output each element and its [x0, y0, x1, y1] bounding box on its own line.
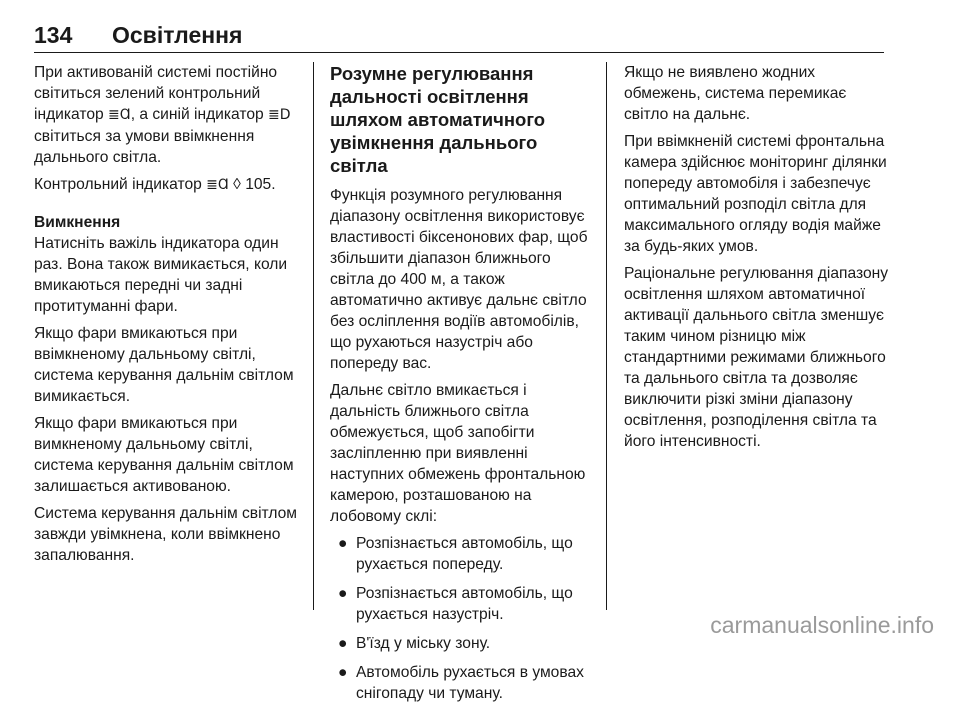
paragraph: Якщо фари вмикаються при вимкненому дальньому світлі, система керування дальнім світлом залишається активованою. [34, 415, 294, 495]
list-item [330, 583, 596, 625]
page-reference-arrow-icon: ◊ [233, 176, 241, 193]
text: , а синій індикатор [130, 106, 269, 123]
high-beam-indicator-icon: ≣D [268, 107, 291, 123]
bullet-icon: ● [338, 635, 348, 652]
paragraph: При ввімкненій системі фронтальна камера здійснює моніторинг ділянки попереду автомобіля і забезпечує оптимальний розподіл світла для максимального огляду водія майже за будь-яких умов. [624, 133, 887, 255]
paragraph: Функція розумного регулювання діапазону освітлення використовує властивості біксенонових фар, щоб збільшити діапазон ближнього світла до 400 м, а також автоматично активує дальнє світло без осліплення водіїв автомобілів, що рухаються назустріч або попереду вас. [330, 187, 588, 372]
list-item [330, 633, 596, 654]
paragraph [34, 62, 300, 168]
paragraph: Натисніть важіль індикатора один раз. Вона також вимикається, коли вмикаються передні чи задні протитуманні фари. [34, 235, 288, 315]
page-reference: 105. [240, 176, 276, 193]
high-beam-assist-indicator-icon: ≣Ɑ [206, 177, 229, 193]
text: світиться за умови ввімкнення дальнього світла. [34, 128, 255, 166]
list-item [330, 662, 596, 704]
paragraph: Раціональне регулювання діапазону освітлення шляхом автоматичної активації дальнього світла зменшує таким чином різницю між стандартними режимами ближнього та дальнього світла та дозволяє виключити різкі зміни діапазону освітлення, розподілення світла та його інтенсивності. [624, 265, 889, 450]
paragraph: Якщо не виявлено жодних обмежень, система перемикає світло на дальнє. [624, 64, 847, 123]
column-2 [330, 62, 596, 712]
list-item [330, 533, 596, 575]
page-number: 134 [34, 22, 73, 48]
list-item-text: Розпізнається автомобіль, що рухається назустріч. [356, 585, 573, 623]
paragraph: Якщо фари вмикаються при ввімкненому дальньому світлі, система керування дальнім світлом вимикається. [34, 325, 294, 405]
column-1 [34, 62, 300, 572]
text: При активованій системі постійно світиться зелений контрольний індикатор [34, 64, 278, 123]
page-header [34, 22, 884, 53]
condition-list [330, 533, 596, 704]
paragraph [34, 174, 300, 196]
bullet-icon: ● [338, 585, 348, 602]
text: Контрольний індикатор [34, 176, 207, 193]
high-beam-assist-indicator-icon: ≣Ɑ [108, 107, 131, 123]
paragraph: Дальнє світло вмикається і дальність ближнього світла обмежується, щоб запобігти засліпленню при виявленні наступних обмежень фронтальною камерою, розташованою на лобовому склі: [330, 382, 586, 525]
column-divider [313, 62, 314, 610]
column-divider [606, 62, 607, 610]
subheading-deactivation: Вимкнення [34, 214, 121, 231]
bullet-icon: ● [338, 664, 348, 681]
list-item-text: Розпізнається автомобіль, що рухається попереду. [356, 535, 573, 573]
section-heading: Розумне регулювання дальності освітлення шляхом автоматичного увімкнення дальнього світла [330, 63, 546, 176]
list-item-text: В'їзд у міську зону. [356, 635, 491, 652]
list-item-text: Автомобіль рухається в умовах снігопаду чи туману. [356, 664, 584, 702]
bullet-icon: ● [338, 535, 348, 552]
paragraph: Система керування дальнім світлом завжди увімкнена, коли ввімкнено запалювання. [34, 505, 298, 564]
section-title: Освітлення [112, 22, 243, 48]
column-3 [624, 62, 894, 458]
watermark: carmanualsonline.info [710, 612, 934, 638]
